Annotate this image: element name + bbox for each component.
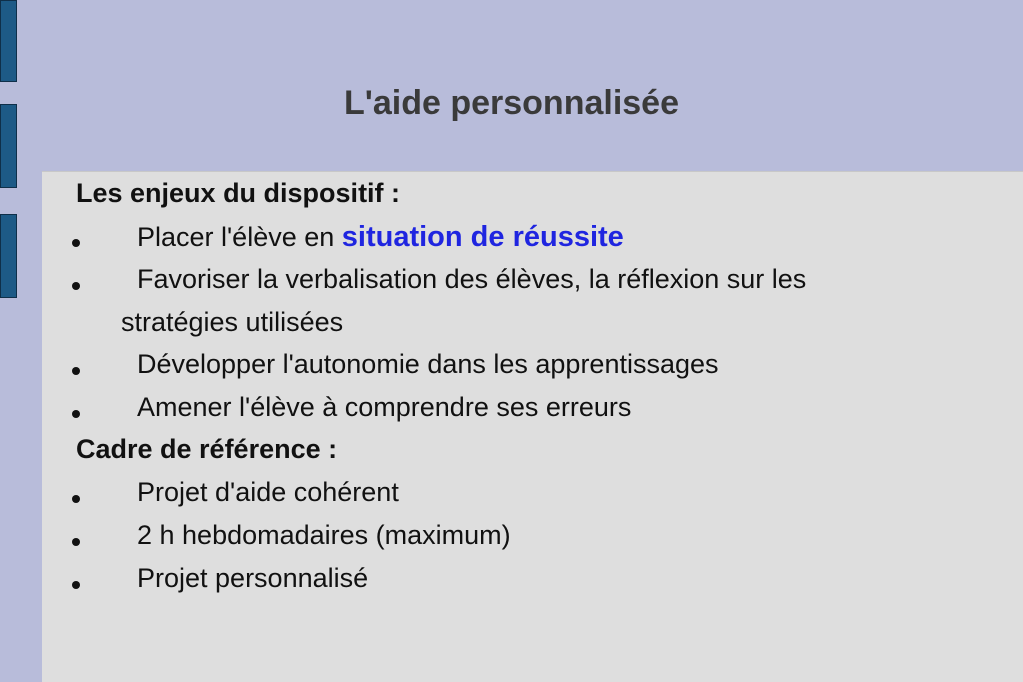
bullet-text: Projet personnalisé [137, 563, 369, 593]
bullet-icon [72, 282, 80, 290]
section-heading-cadre: Cadre de référence : [76, 434, 338, 464]
content-panel [42, 171, 1023, 682]
bullet-icon [72, 239, 80, 247]
slide-title: L'aide personnalisée [344, 84, 679, 122]
bullet-text: Favoriser la verbalisation des élèves, la réflexion sur les [137, 264, 807, 294]
bullet-icon [72, 367, 80, 375]
bullet-text: Amener l'élève à comprendre ses erreurs [137, 392, 632, 422]
bullet-text: Placer l'élève en [137, 222, 342, 252]
side-tab-3 [0, 214, 17, 298]
section-heading-enjeux: Les enjeux du dispositif : [76, 178, 401, 208]
bullet-icon [72, 538, 80, 546]
bullet-text: 2 h hebdomadaires (maximum) [137, 520, 511, 550]
bullet-icon [72, 495, 80, 503]
bullet-continuation: stratégies utilisées [121, 307, 344, 337]
side-tab-1 [0, 0, 17, 82]
bullet-text: Projet d'aide cohérent [137, 477, 399, 507]
bullet-text: Développer l'autonomie dans les apprentissages [137, 349, 719, 379]
bullet-icon [72, 410, 80, 418]
highlight-text: situation de réussite [341, 221, 624, 253]
bullet-icon [72, 581, 80, 589]
